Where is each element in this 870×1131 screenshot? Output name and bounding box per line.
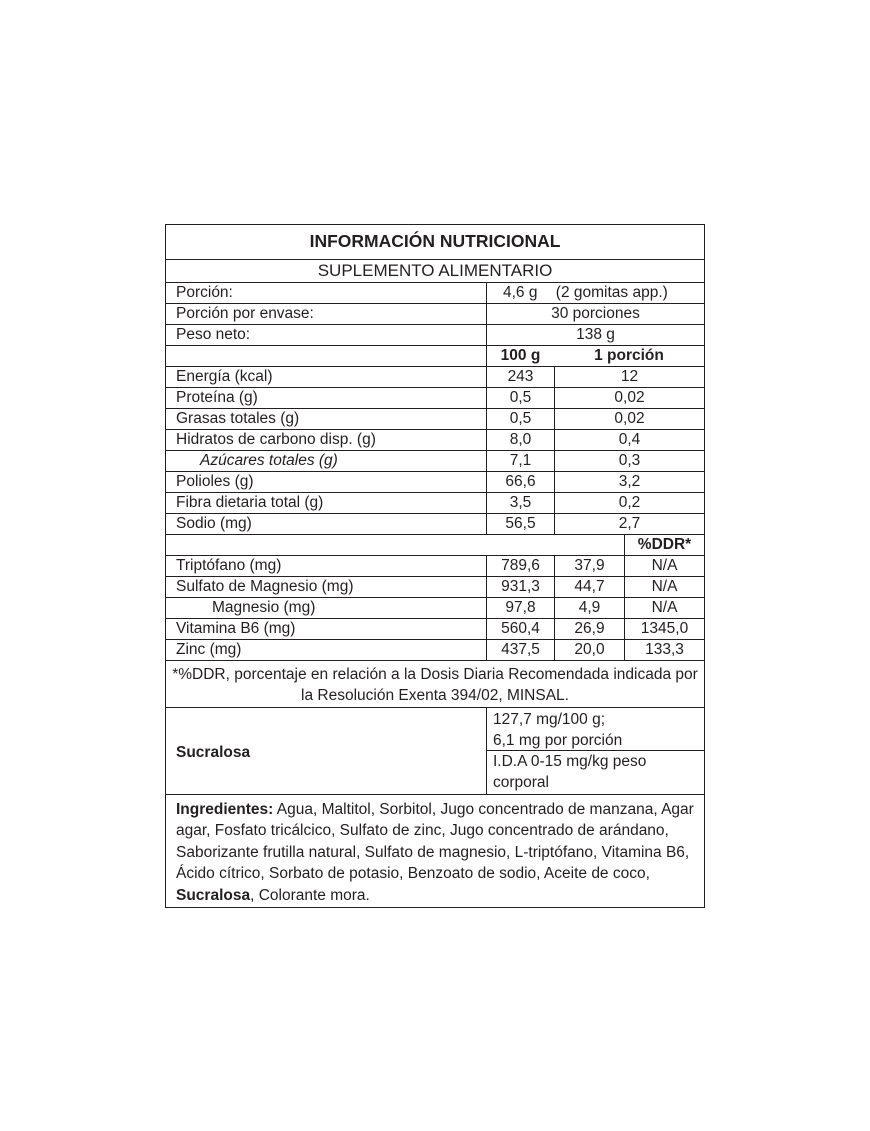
nutrient-row — [166, 451, 704, 472]
label-title: INFORMACIÓN NUTRICIONAL — [309, 231, 561, 251]
active-name: Magnesio (mg) — [212, 599, 316, 616]
nutrient-per-portion: 0,2 — [554, 493, 704, 513]
active-per100: 437,5 — [486, 640, 554, 660]
active-row — [166, 556, 704, 577]
nutrient-name: Energía (kcal) — [176, 368, 273, 385]
nutrient-row — [166, 514, 704, 535]
per-container-value: 30 porciones — [486, 304, 704, 324]
col-header-100g: 100 g — [486, 346, 554, 366]
nutrient-per-portion: 3,2 — [554, 472, 704, 492]
net-weight-row — [166, 325, 704, 346]
ingredients-block — [176, 799, 694, 906]
subtitle-row — [166, 260, 704, 283]
active-row — [166, 577, 704, 598]
nutrient-name: Sodio (mg) — [176, 515, 252, 532]
nutrient-row — [166, 409, 704, 430]
ingredients-line-3: Saborizante frutilla natural, Sulfato de magnesio, L-triptófano, Vitamina B6, — [176, 843, 690, 861]
active-name: Vitamina B6 (mg) — [176, 620, 296, 637]
nutrient-per100: 0,5 — [486, 409, 554, 429]
nutrient-per-portion: 0,02 — [554, 388, 704, 408]
nutrient-per-portion: 0,4 — [554, 430, 704, 450]
ddr-header-row — [166, 535, 704, 556]
portion-row — [166, 283, 704, 304]
sweetener-ida-2: corporal — [493, 774, 549, 791]
nutrient-per100: 243 — [486, 367, 554, 387]
ingredients-line-1 — [176, 799, 694, 820]
active-ddr: 1345,0 — [624, 619, 704, 639]
nutrient-per100: 56,5 — [486, 514, 554, 534]
per-container-label: Porción por envase: — [176, 305, 314, 322]
portion-value-cell — [486, 283, 704, 303]
nutrient-name: Polioles (g) — [176, 473, 254, 490]
sweetener-amount-1: 127,7 mg/100 g; — [493, 711, 606, 728]
footnote-line-2: la Resolución Exenta 394/02, MINSAL. — [301, 687, 569, 704]
nutrient-row — [166, 388, 704, 409]
active-row — [166, 640, 704, 661]
nutrient-per100: 3,5 — [486, 493, 554, 513]
ingredients-line-5 — [176, 885, 694, 906]
active-per-portion: 4,9 — [554, 598, 624, 618]
active-per100: 560,4 — [486, 619, 554, 639]
active-name: Triptófano (mg) — [176, 557, 282, 574]
active-per100: 931,3 — [486, 577, 554, 597]
footnote-row — [166, 661, 704, 708]
active-per-portion: 26,9 — [554, 619, 624, 639]
ingredients-line-2: agar, Fosfato tricálcico, Sulfato de zinc, Jugo concentrado de arándano, — [176, 822, 669, 840]
title-row — [166, 225, 704, 260]
nutrient-per-portion: 12 — [554, 367, 704, 387]
net-weight-label: Peso neto: — [176, 326, 251, 343]
nutrient-name: Grasas totales (g) — [176, 410, 300, 427]
per-container-row — [166, 304, 704, 325]
portion-note: (2 gomitas app.) — [555, 284, 668, 301]
ingredients-line-4: Ácido cítrico, Sorbato de potasio, Benzoato de sodio, Aceite de coco, — [176, 865, 650, 883]
active-ddr: N/A — [624, 577, 704, 597]
label-subtitle: SUPLEMENTO ALIMENTARIO — [317, 261, 553, 280]
active-name: Zinc (mg) — [176, 641, 242, 658]
sweetener-amount-2: 6,1 mg por porción — [493, 732, 623, 749]
active-ddr: N/A — [624, 598, 704, 618]
sweetener-ida-1: I.D.A 0-15 mg/kg peso — [493, 753, 647, 770]
nutrition-label — [165, 224, 705, 908]
nutrient-per-portion: 0,3 — [554, 451, 704, 471]
net-weight-value: 138 g — [486, 325, 704, 345]
ingredients-sucralose: Sucralosa — [176, 886, 251, 904]
active-ddr: 133,3 — [624, 640, 704, 660]
sweetener-row — [166, 708, 704, 795]
nutrient-row — [166, 367, 704, 388]
active-per100: 789,6 — [486, 556, 554, 576]
active-row — [166, 598, 704, 619]
active-name: Sulfato de Magnesio (mg) — [176, 578, 354, 595]
col-header-portion: 1 porción — [594, 347, 664, 364]
nutrient-name: Azúcares totales (g) — [200, 452, 338, 469]
nutrient-name: Proteína (g) — [176, 389, 258, 406]
ingredients-label: Ingredientes: — [176, 801, 274, 818]
nutrient-row — [166, 430, 704, 451]
nutrient-name: Fibra dietaria total (g) — [176, 494, 324, 511]
active-per-portion: 37,9 — [554, 556, 624, 576]
column-header-row — [166, 346, 704, 367]
nutrient-row — [166, 472, 704, 493]
active-per-portion: 20,0 — [554, 640, 624, 660]
nutrient-per-portion: 0,02 — [554, 409, 704, 429]
portion-label: Porción: — [176, 284, 233, 301]
nutrient-per100: 0,5 — [486, 388, 554, 408]
ingredients-text-5: , Colorante mora. — [250, 886, 370, 904]
active-row — [166, 619, 704, 640]
sweetener-name: Sucralosa — [176, 744, 251, 761]
active-per-portion: 44,7 — [554, 577, 624, 597]
ingredients-text-1: Agua, Maltitol, Sorbitol, Jugo concentrado de manzana, Agar — [273, 801, 694, 818]
nutrient-row — [166, 493, 704, 514]
col-header-ddr: %DDR* — [624, 535, 704, 555]
sweetener-amount-cell — [486, 708, 704, 751]
active-ddr: N/A — [624, 556, 704, 576]
sweetener-ida-cell — [486, 751, 704, 794]
footnote-line-1: *%DDR, porcentaje en relación a la Dosis Diaria Recomendada indicada por — [172, 666, 698, 683]
nutrient-per100: 66,6 — [486, 472, 554, 492]
nutrient-per100: 8,0 — [486, 430, 554, 450]
nutrient-per-portion: 2,7 — [554, 514, 704, 534]
nutrient-name: Hidratos de carbono disp. (g) — [176, 431, 376, 448]
nutrient-per100: 7,1 — [486, 451, 554, 471]
portion-value: 4,6 g — [503, 284, 538, 301]
active-per100: 97,8 — [486, 598, 554, 618]
